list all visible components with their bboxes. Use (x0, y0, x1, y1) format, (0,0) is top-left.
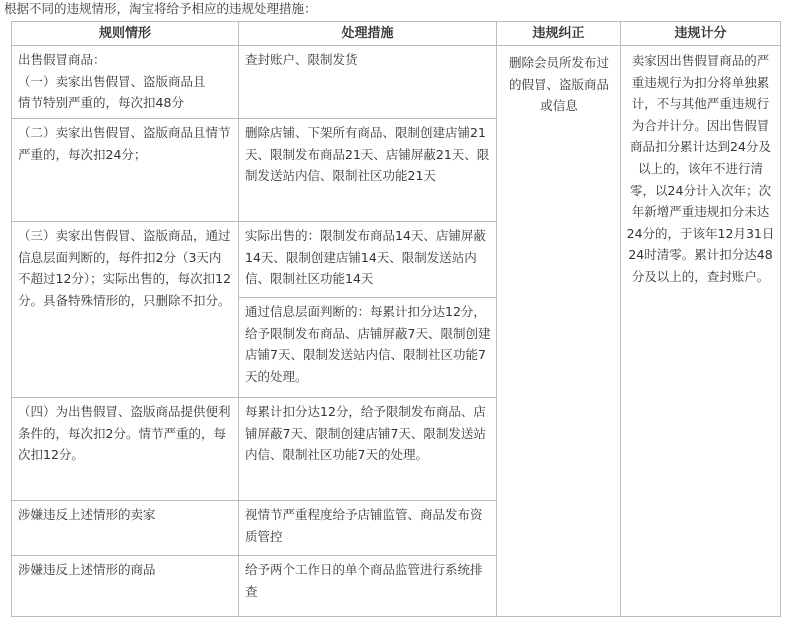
rule-line: 情节特别严重的，每次扣48分 (18, 95, 184, 111)
header-scoring: 违规计分 (621, 22, 781, 46)
measure-cell: 删除店铺、下架所有商品、限制创建店铺21天、限制发布商品21天、店铺屏蔽21天、限制发送站内信、限制社区功能21天 (239, 119, 497, 222)
intro-text: 根据不同的违规情形，淘宝将给予相应的违规处理措施： (4, 1, 317, 16)
measure-cell: 实际出售的：限制发布商品14天、店铺屏蔽14天、限制创建店铺14天、限制发送站内信、限制社区功能14天 (239, 222, 497, 298)
table-header-row (12, 22, 781, 46)
rule-cell (12, 46, 239, 119)
rule-cell: 涉嫌违反上述情形的商品 (12, 556, 239, 617)
measure-cell: 给予两个工作日的单个商品监管进行系统排查 (239, 556, 497, 617)
rule-cell: （四）为出售假冒、盗版商品提供便利条件的，每次扣2分。情节严重的，每次扣12分。 (12, 398, 239, 501)
measure-cell: 通过信息层面判断的：每累计扣分达12分，给予限制发布商品、店铺屏蔽7天、限制创建店铺7天、限制发送站内信、限制社区功能7天的处理。 (239, 298, 497, 398)
rule-cell: （二）卖家出售假冒、盗版商品且情节严重的，每次扣24分； (12, 119, 239, 222)
header-rule: 规则情形 (12, 22, 239, 46)
measure-cell: 每累计扣分达12分，给予限制发布商品、店铺屏蔽7天、限制创建店铺7天、限制发送站内信、限制社区功能7天的处理。 (239, 398, 497, 501)
scoring-cell: 卖家因出售假冒商品的严重违规行为扣分将单独累计，不与其他严重违规行为合并计分。因出售假冒商品扣分累计达到24分及以上的，该年不进行清零，以24分计入次年；次年新增严重违规扣分未达24分的，于该年12月31日24时清零。累计扣分达48分及以上的，查封账户。 (621, 46, 781, 617)
violation-table (11, 21, 781, 617)
rule-cell: 涉嫌违反上述情形的卖家 (12, 501, 239, 556)
measure-cell: 查封账户、限制发货 (239, 46, 497, 119)
header-correction: 违规纠正 (497, 22, 621, 46)
correction-cell: 删除会员所发布过的假冒、盗版商品或信息 (497, 46, 621, 617)
measure-cell: 视情节严重程度给予店铺监管、商品发布资质管控 (239, 501, 497, 556)
rule-cell: （三）卖家出售假冒、盗版商品，通过信息层面判断的，每件扣2分（3天内不超过12分）；实际出售的，每次扣12分。具备特殊情形的，只删除不扣分。 (12, 222, 239, 398)
rule-line: 出售假冒商品： (18, 52, 106, 67)
header-measure: 处理措施 (239, 22, 497, 46)
table-row (12, 46, 781, 119)
rule-line: （一）卖家出售假冒、盗版商品且 (18, 73, 206, 89)
